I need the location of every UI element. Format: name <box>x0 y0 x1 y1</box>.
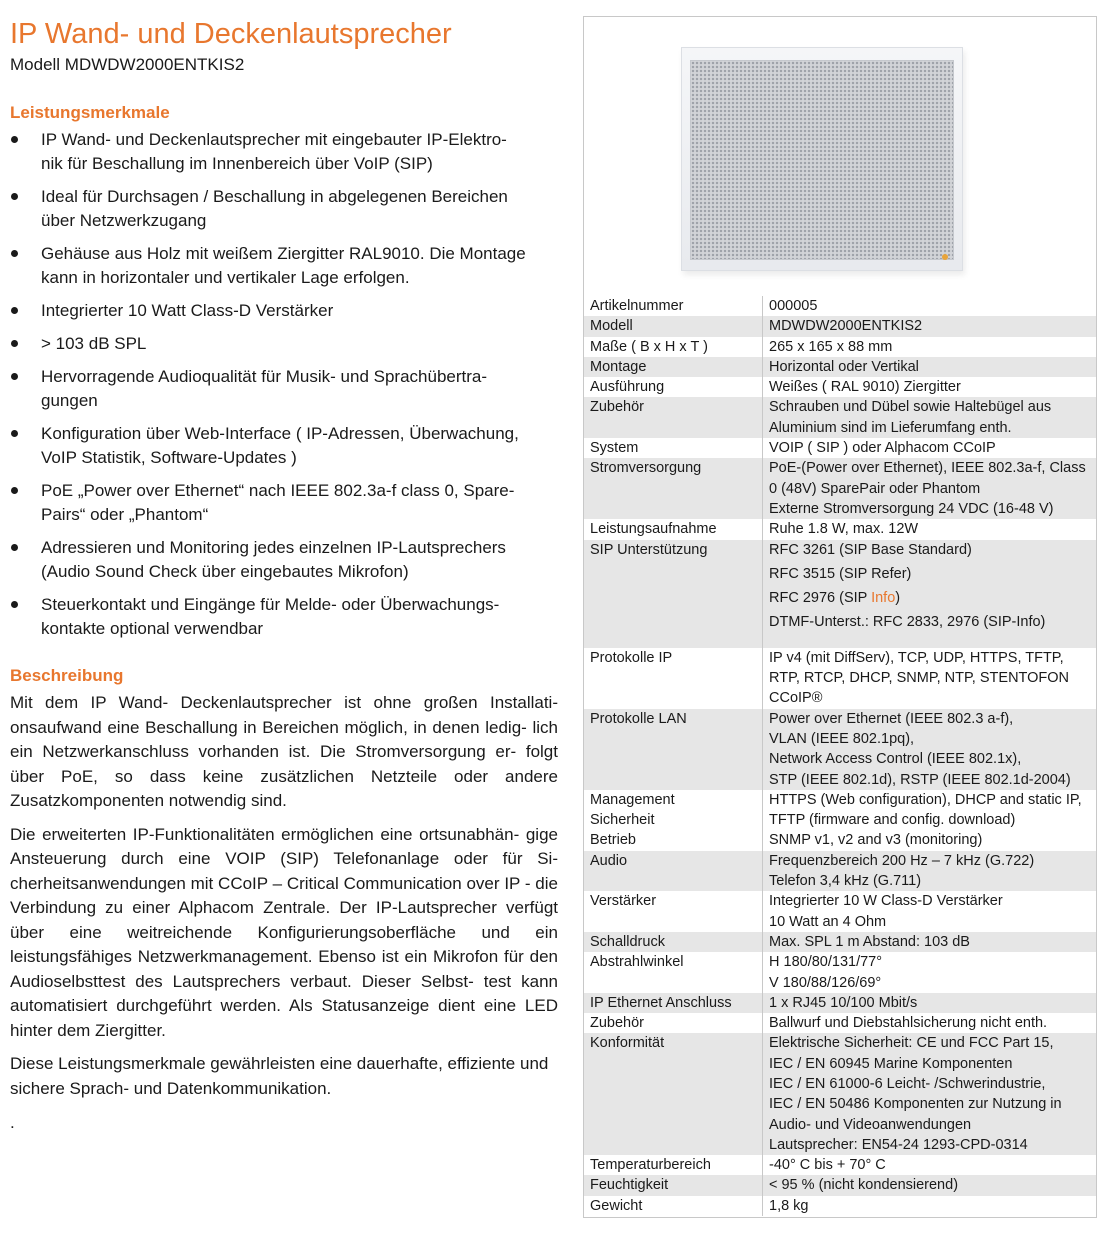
spec-label: Abstrahlwinkel <box>584 952 763 993</box>
bullet-icon <box>11 340 18 347</box>
sip-line: RFC 2976 (SIP Info) <box>769 590 901 607</box>
spec-value: PoE-(Power over Ethernet), IEEE 802.3a-f, Class 0 (48V) SparePair oder Phantom Externe Stromversorgung 24 VDC (16-48 V) <box>763 458 1097 519</box>
sip-line: DTMF-Unterst.: RFC 2833, 2976 (SIP-Info) <box>769 614 1046 631</box>
spec-value: Power over Ethernet (IEEE 802.3 a-f), VLAN (IEEE 802.1pq), Network Access Control (IEEE 802.1x), STP (IEEE 802.1d), RSTP (IEEE 802.1d-2004) <box>763 709 1097 790</box>
sip-line: RFC 3261 (SIP Base Standard) <box>769 541 972 558</box>
spec-value: 265 x 165 x 88 mm <box>769 338 893 355</box>
spec-label: Modell <box>584 316 763 336</box>
feature-text: (Audio Sound Check über eingebautes Mikrofon) <box>41 562 409 581</box>
feature-text: Steuerkontakt und Eingänge für Melde- oder Überwachungs- <box>41 595 500 614</box>
feature-text: über Netzwerkzugang <box>41 211 207 230</box>
speaker-image <box>681 47 963 271</box>
spec-label: Feuchtigkeit <box>584 1175 763 1195</box>
spec-label: Leistungsaufnahme <box>584 519 763 539</box>
bullet-icon <box>11 544 18 551</box>
spec-value: IP v4 (mit DiffServ), TCP, UDP, HTTPS, TFTP, RTP, RTCP, DHCP, SNMP, NTP, STENTOFON CCoIP® <box>769 649 1070 707</box>
description-body <box>10 691 558 1101</box>
product-photo <box>584 17 1096 291</box>
bullet-icon <box>11 250 18 257</box>
spec-value: 1,8 kg <box>769 1197 809 1214</box>
spec-label: Artikelnummer <box>584 296 763 316</box>
spec-row <box>584 540 1096 648</box>
feature-text: PoE „Power over Ethernet“ nach IEEE 802.3a-f class 0, Spare- <box>41 481 515 500</box>
spec-label: System <box>584 438 763 458</box>
spec-row <box>584 316 1096 336</box>
bullet-icon <box>11 193 18 200</box>
spec-value: Schrauben und Dübel sowie Haltebügel aus Aluminium sind im Lieferumfang enth. <box>763 397 1097 438</box>
spec-row <box>584 377 1096 397</box>
feature-text: IP Wand- und Deckenlautsprecher mit eingebauter IP-Elektro- <box>41 130 507 149</box>
feature-item <box>10 332 558 356</box>
product-text-column <box>10 16 558 1133</box>
spec-label: SIP Unterstützung <box>584 540 763 648</box>
feature-text: > 103 dB SPL <box>41 334 147 353</box>
spec-row <box>584 337 1096 357</box>
description-paragraph: Mit dem IP Wand- Deckenlautsprecher ist ohne großen Installati- onsaufwand eine Beschallung in Bereichen möglich, in denen ledig- lich ein Netzwerkanschluss vorhanden ist. Die Stromversorgung er- folgt über PoE, so dass keine zusätzlichen Netzteile oder andere Zusatzkomponenten notwendig sind. <box>10 693 558 810</box>
feature-text: nik für Beschallung im Innenbereich über VoIP (SIP) <box>41 154 433 173</box>
spec-label: Temperaturbereich <box>584 1155 763 1175</box>
spec-label: Audio <box>584 851 763 892</box>
spec-value: H 180/80/131/77° V 180/88/126/69° <box>769 954 883 991</box>
spec-row <box>584 1155 1096 1175</box>
feature-text: kann in horizontaler und vertikaler Lage erfolgen. <box>41 268 410 287</box>
spec-row <box>584 790 1096 851</box>
feature-item <box>10 128 558 176</box>
spec-row <box>584 296 1096 316</box>
spec-row <box>584 1033 1096 1155</box>
spec-value: Max. SPL 1 m Abstand: 103 dB <box>763 932 1097 952</box>
spec-value: < 95 % (nicht kondensierend) <box>763 1175 1097 1195</box>
spec-value: Frequenzbereich 200 Hz – 7 kHz (G.722) Telefon 3,4 kHz (G.711) <box>763 851 1097 892</box>
feature-text: VoIP Statistik, Software-Updates ) <box>41 448 297 467</box>
feature-text: Integrierter 10 Watt Class-D Verstärker <box>41 301 334 320</box>
description-heading: Beschreibung <box>10 666 124 685</box>
feature-item <box>10 299 558 323</box>
feature-text: gungen <box>41 391 98 410</box>
feature-item <box>10 185 558 233</box>
spec-label: Montage <box>584 357 763 377</box>
spec-value: Integrierter 10 W Class-D Verstärker 10 Watt an 4 Ohm <box>769 893 1003 930</box>
spec-row <box>584 1196 1096 1216</box>
spec-row <box>584 1175 1096 1195</box>
spec-value: VOIP ( SIP ) oder Alphacom CCoIP <box>769 440 996 457</box>
spec-value: -40° C bis + 70° C <box>769 1157 886 1174</box>
spec-label: Management Sicherheit Betrieb <box>584 790 763 851</box>
spec-label: IP Ethernet Anschluss <box>584 993 763 1013</box>
spec-row <box>584 648 1096 709</box>
feature-item <box>10 536 558 584</box>
feature-item <box>10 365 558 413</box>
feature-text: Ideal für Durchsagen / Beschallung in abgelegenen Bereichen <box>41 187 508 206</box>
spec-row <box>584 519 1096 539</box>
feature-text: Pairs“ oder „Phantom“ <box>41 505 209 524</box>
spec-row <box>584 438 1096 458</box>
speaker-grille <box>690 60 954 260</box>
features-heading: Leistungsmerkmale <box>10 103 170 122</box>
spec-label: Zubehör <box>584 397 763 438</box>
spec-value: Horizontal oder Vertikal <box>763 357 1097 377</box>
spec-value: HTTPS (Web configuration), DHCP and static IP, TFTP (firmware and config. download) SNMP v1, v2 and v3 (monitoring) <box>769 791 1082 849</box>
bullet-icon <box>11 601 18 608</box>
spec-row <box>584 458 1096 519</box>
feature-text: Adressieren und Monitoring jedes einzelnen IP-Lautsprechers <box>41 538 506 557</box>
status-led-icon <box>942 254 948 260</box>
description-paragraph: Diese Leistungsmerkmale gewährleisten eine dauerhafte, effiziente und sichere Sprach- und Datenkommunikation. <box>10 1054 549 1098</box>
spec-table <box>584 296 1096 1216</box>
spec-value: 1 x RJ45 10/100 Mbit/s <box>763 993 1097 1013</box>
spec-row <box>584 932 1096 952</box>
spec-label: Maße ( B x H x T ) <box>584 337 763 357</box>
feature-item <box>10 422 558 470</box>
features-list <box>10 128 558 641</box>
spec-label: Verstärker <box>584 891 763 932</box>
bullet-icon <box>11 136 18 143</box>
feature-text: Hervorragende Audioqualität für Musik- und Sprachübertra- <box>41 367 488 386</box>
feature-item <box>10 593 558 641</box>
description-paragraph: Die erweiterten IP-Funktionalitäten ermöglichen eine ortsunabhän- gige Ansteuerung durch eine VOIP (SIP) Telefonanlage oder für Si- cherheitsanwendungen mit CCoIP – Critical Communication over IP - die Verbindung zu einer Alphacom Zentrale. Der IP-Lautsprecher verfügt über eine weitreichende Konfigurierungsoberfläche und ein leistungsfähiges Netzwerkmanagement. Ebenso ist ein Mikrofon für den Audioselbsttest des Lautsprechers verbaut. Dieser Selbst- test kann automatisiert durchgeführt werden. Als Statusanzeige dient eine LED hinter dem Ziergitter. <box>10 824 558 1040</box>
spec-label: Protokolle IP <box>584 648 763 709</box>
spec-label: Stromversorgung <box>584 458 763 519</box>
feature-text: Gehäuse aus Holz mit weißem Ziergitter RAL9010. Die Montage <box>41 244 526 263</box>
spec-value: 000005 <box>769 298 818 314</box>
spec-panel <box>583 16 1097 1218</box>
spec-label: Protokolle LAN <box>584 709 763 790</box>
spec-row <box>584 891 1096 932</box>
sip-info-link[interactable]: Info <box>871 590 896 607</box>
spec-row <box>584 993 1096 1013</box>
spec-label: Schalldruck <box>584 932 763 952</box>
bullet-icon <box>11 373 18 380</box>
spec-value: Ballwurf und Diebstahlsicherung nicht enth. <box>769 1015 1048 1032</box>
spec-label: Ausführung <box>584 377 763 397</box>
page-title: IP Wand- und Deckenlautsprecher <box>10 18 452 50</box>
spec-row <box>584 952 1096 993</box>
feature-text: Konfiguration über Web-Interface ( IP-Adressen, Überwachung, <box>41 424 519 443</box>
spec-label: Konformität <box>584 1033 763 1155</box>
trailing-dot: . <box>10 1113 15 1132</box>
spec-row <box>584 1013 1096 1033</box>
sip-line: RFC 3515 (SIP Refer) <box>769 565 912 582</box>
feature-text: kontakte optional verwendbar <box>41 619 264 638</box>
feature-item <box>10 479 558 527</box>
bullet-icon <box>11 487 18 494</box>
model-subtitle: Modell MDWDW2000ENTKIS2 <box>10 55 245 74</box>
spec-value: Elektrische Sicherheit: CE und FCC Part 15, IEC / EN 60945 Marine Komponenten IEC / EN 61000-6 Leicht- /Schwerindustrie, IEC / EN 50486 Komponenten zur Nutzung in Audio- und Videoanwendungen Lautsprecher: EN54-24 1293-CPD-0314 <box>763 1033 1097 1155</box>
bullet-icon <box>11 307 18 314</box>
spec-label: Zubehör <box>584 1013 763 1033</box>
spec-row <box>584 851 1096 892</box>
spec-value <box>763 540 1097 648</box>
spec-row <box>584 709 1096 790</box>
bullet-icon <box>11 430 18 437</box>
spec-value: Weißes ( RAL 9010) Ziergitter <box>769 379 961 396</box>
spec-value: MDWDW2000ENTKIS2 <box>763 316 1097 336</box>
feature-item <box>10 242 558 290</box>
spec-value: Ruhe 1.8 W, max. 12W <box>769 521 919 538</box>
spec-label: Gewicht <box>584 1196 763 1216</box>
spec-row <box>584 357 1096 377</box>
spec-row <box>584 397 1096 438</box>
